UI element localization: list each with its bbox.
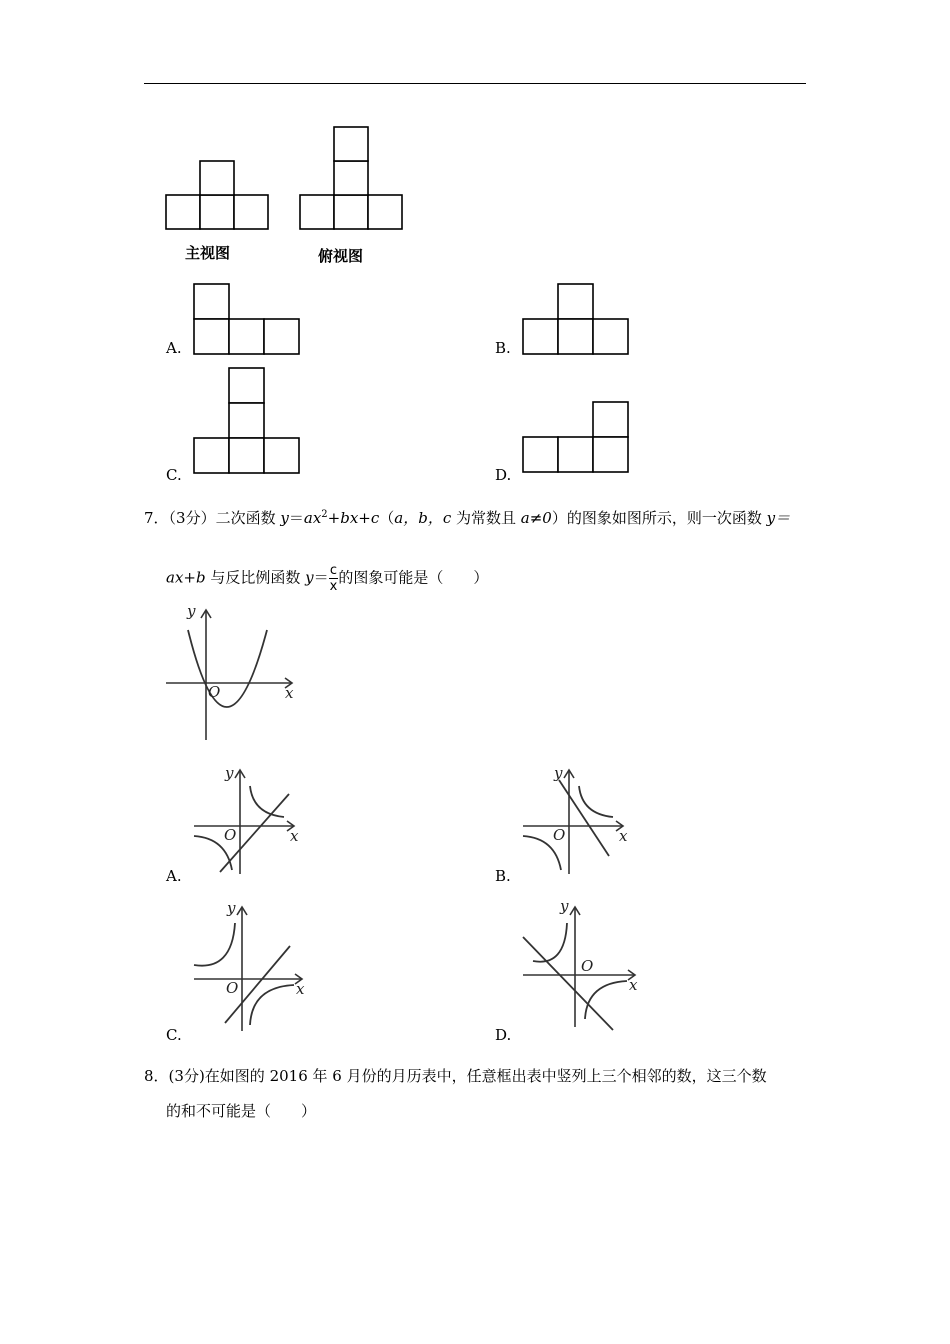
svg-text:y: y	[225, 764, 234, 782]
q7-option-c-graph	[190, 895, 310, 1035]
svg-text:O: O	[553, 826, 566, 844]
svg-text:x: x	[629, 976, 638, 994]
q7-option-b-label[interactable]: B.	[495, 867, 511, 885]
svg-text:O: O	[226, 979, 239, 997]
svg-text:x: x	[619, 827, 628, 845]
svg-text:y: y	[560, 897, 569, 915]
q7-option-a-graph	[190, 760, 305, 878]
main-view-caption: 主视图	[185, 244, 231, 262]
svg-text:x: x	[285, 684, 294, 702]
q6-option-a-figure	[190, 280, 305, 358]
q7-option-d-graph	[519, 895, 644, 1035]
q8-line-1: 8．(3分)在如图的 2016 年 6 月份的月历表中，任意框出表中竖列上三个相邻的数，这三个数	[144, 1067, 767, 1085]
main-view-figure	[166, 161, 268, 229]
top-view-caption: 俯视图	[318, 247, 364, 265]
q6-option-a-label[interactable]: A.	[166, 339, 182, 357]
svg-text:x: x	[296, 980, 305, 998]
q7-line-1: 7．（3分）二次函数 $y=ax^2+bx+c(a$，b，c 为常数且 a≠0）的图象如图所示，则一次函数 y＝	[144, 509, 791, 527]
q6-option-d-label[interactable]: D.	[495, 466, 512, 484]
svg-text:y: y	[554, 764, 563, 782]
q6-option-b-figure	[519, 280, 634, 358]
q8-line-2: 的和不可能是（ ）	[166, 1102, 317, 1120]
q6-option-b-label[interactable]: B.	[495, 339, 511, 357]
svg-text:O: O	[581, 957, 594, 975]
top-view-figure	[300, 127, 402, 229]
svg-text:O: O	[224, 826, 237, 844]
q7-option-b-graph	[519, 760, 634, 878]
header-rule	[144, 83, 806, 84]
three-view-figures	[160, 120, 420, 235]
q7-line-2: ax+b 与反比例函数 y＝ $\frac{c}{x}$ 的图象可能是（ ）	[166, 563, 489, 594]
q6-option-c-label[interactable]: C.	[166, 466, 182, 484]
svg-text:x: x	[290, 827, 299, 845]
svg-text:y: y	[227, 899, 236, 917]
fraction-c-over-x: $\frac{c}{x}$	[329, 563, 338, 594]
q6-option-d-figure	[519, 398, 634, 476]
q7-option-c-label[interactable]: C.	[166, 1026, 182, 1044]
q7-parabola-graph	[160, 600, 300, 745]
q7-option-a-label[interactable]: A.	[166, 867, 182, 885]
svg-text:y: y	[187, 602, 196, 620]
q6-option-c-figure	[190, 364, 305, 476]
svg-text:O: O	[208, 683, 221, 701]
q7-option-d-label[interactable]: D.	[495, 1026, 512, 1044]
